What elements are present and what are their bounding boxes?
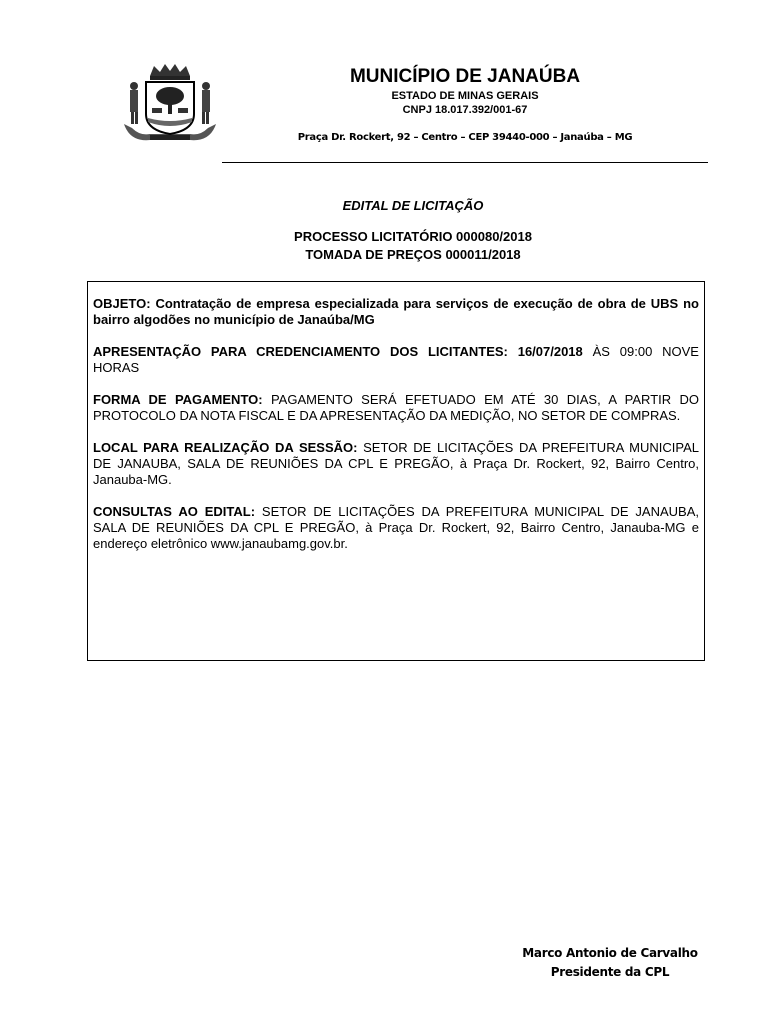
state-name: ESTADO DE MINAS GERAIS	[391, 90, 539, 102]
consultations-label: CONSULTAS AO EDITAL:	[93, 504, 256, 519]
notice-details-box	[87, 281, 705, 661]
municipality-title: MUNICÍPIO DE JANAÚBA	[349, 66, 581, 87]
payment-label: FORMA DE PAGAMENTO:	[93, 392, 263, 407]
process-number: PROCESSO LICITATÓRIO 000080/2018	[294, 229, 532, 244]
presentation-paragraph	[93, 344, 699, 376]
session-location-paragraph	[93, 440, 699, 488]
presentation-label: APRESENTAÇÃO PARA CREDENCIAMENTO DOS LICITANTES: 16/07/2018	[93, 344, 583, 359]
object-paragraph	[93, 296, 699, 328]
payment-text: PAGAMENTO SERÁ EFETUADO EM ATÉ 30 DIAS, A PARTIR DO PROTOCOLO DA NOTA FISCAL E DA APRESENTAÇÃO DA MEDIÇÃO, NO SETOR DE COMPRAS.	[93, 392, 699, 423]
consultations-text: SETOR DE LICITAÇÕES DA PREFEITURA MUNICIPAL DE JANAUBA, SALA DE REUNIÕES DA CPL E PREGÃO, à Praça Dr. Rockert, 92, Bairro Centro, Janauba-MG e endereço eletrônico www.janaubamg.gov.br.	[93, 504, 699, 551]
object-text: Contratação de empresa especializada para serviços de execução de obra de UBS no bairro algodões no município de Janaúba/MG	[93, 296, 699, 327]
payment-paragraph	[93, 392, 699, 424]
header-divider	[222, 162, 708, 163]
notice-title: EDITAL DE LICITAÇÃO	[342, 198, 484, 213]
municipality-address: Praça Dr. Rockert, 92 – Centro – CEP 39440-000 – Janaúba – MG	[297, 132, 633, 143]
cnpj-number: CNPJ 18.017.392/001-67	[402, 104, 528, 116]
session-location-text: SETOR DE LICITAÇÕES DA PREFEITURA MUNICIPAL DE JANAUBA, SALA DE REUNIÕES DA CPL E PREGÃO, à Praça Dr. Rockert, 92, Bairro Centro, Janauba-MG.	[93, 440, 699, 487]
session-location-label: LOCAL PARA REALIZAÇÃO DA SESSÃO:	[93, 440, 358, 455]
object-label: OBJETO:	[93, 296, 151, 311]
signatory-role: Presidente da CPL	[550, 965, 670, 979]
signatory-name: Marco Antonio de Carvalho	[522, 946, 698, 960]
presentation-text: ÀS 09:00 NOVE HORAS	[93, 344, 699, 375]
tender-number: TOMADA DE PREÇOS 000011/2018	[305, 247, 521, 262]
municipal-coat-of-arms	[120, 62, 220, 146]
consultations-paragraph	[93, 504, 699, 552]
